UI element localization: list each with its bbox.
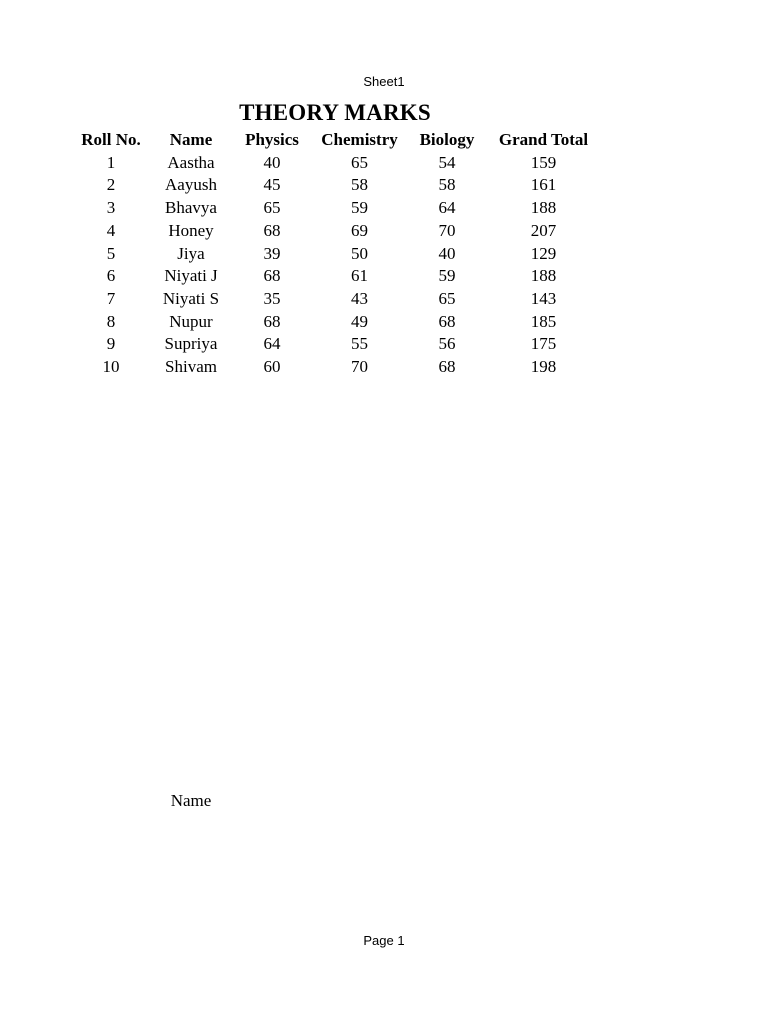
- cell-roll-no: 7: [106, 288, 116, 308]
- cell-biology: 40: [438, 243, 456, 263]
- marks-table: [71, 129, 599, 379]
- cell-grand-total: 198: [530, 357, 557, 377]
- table-row: [71, 174, 599, 197]
- cell-roll-no: 4: [106, 220, 116, 240]
- cell-grand-total: 188: [530, 266, 557, 286]
- cell-roll-no: 3: [106, 198, 116, 218]
- column-header-roll-no: Roll No.: [81, 130, 141, 149]
- cell-physics: 60: [263, 357, 281, 377]
- cell-grand-total: 143: [530, 288, 557, 308]
- cell-name: Aastha: [167, 152, 215, 172]
- page-title: THEORY MARKS: [239, 100, 431, 125]
- cell-chemistry: 61: [351, 266, 368, 286]
- cell-physics: 39: [263, 243, 281, 263]
- cell-roll-no: 5: [106, 243, 116, 263]
- cell-grand-total: 129: [530, 243, 557, 263]
- cell-biology: 56: [438, 334, 456, 354]
- cell-chemistry: 43: [351, 288, 368, 308]
- cell-chemistry: 65: [351, 152, 368, 172]
- cell-grand-total: 188: [530, 198, 557, 218]
- cell-physics: 65: [263, 198, 281, 218]
- cell-name: Honey: [168, 220, 214, 240]
- table-row: [71, 152, 599, 175]
- cell-physics: 35: [263, 288, 281, 308]
- cell-roll-no: 9: [106, 334, 116, 354]
- column-header-biology: Biology: [419, 130, 475, 149]
- cell-grand-total: 175: [530, 334, 557, 354]
- cell-grand-total: 161: [530, 175, 557, 195]
- cell-roll-no: 1: [106, 152, 116, 172]
- page-number: Page 1: [363, 933, 405, 948]
- cell-grand-total: 185: [530, 311, 557, 331]
- cell-chemistry: 55: [351, 334, 368, 354]
- cell-biology: 70: [438, 220, 456, 240]
- cell-roll-no: 2: [106, 175, 116, 195]
- cell-physics: 68: [263, 266, 281, 286]
- cell-biology: 54: [438, 152, 456, 172]
- cell-chemistry: 69: [351, 220, 368, 240]
- table-row: [71, 197, 599, 220]
- cell-physics: 45: [263, 175, 281, 195]
- footer-name-label: Name: [170, 791, 212, 810]
- sheet-header: Sheet1: [363, 74, 405, 89]
- table-row: [71, 333, 599, 356]
- column-header-name: Name: [169, 130, 213, 149]
- cell-name: Bhavya: [165, 198, 217, 218]
- cell-name: Shivam: [165, 357, 217, 377]
- cell-name: Supriya: [164, 334, 218, 354]
- cell-grand-total: 159: [530, 152, 557, 172]
- cell-name: Jiya: [177, 243, 205, 263]
- table-row: [71, 356, 599, 379]
- cell-biology: 58: [438, 175, 456, 195]
- cell-name: Niyati S: [162, 288, 220, 308]
- cell-name: Niyati J: [164, 266, 218, 286]
- cell-biology: 59: [438, 266, 456, 286]
- cell-roll-no: 8: [106, 311, 116, 331]
- cell-name: Aayush: [165, 175, 217, 195]
- column-header-chemistry: Chemistry: [321, 130, 398, 149]
- cell-name: Nupur: [169, 311, 213, 331]
- cell-physics: 40: [263, 152, 281, 172]
- column-header-grand-total: Grand Total: [498, 130, 589, 149]
- cell-biology: 68: [438, 357, 456, 377]
- column-header-physics: Physics: [245, 130, 299, 149]
- table-row: [71, 220, 599, 243]
- cell-physics: 64: [263, 334, 281, 354]
- table-row: [71, 288, 599, 311]
- cell-chemistry: 59: [351, 198, 368, 218]
- table-row: [71, 265, 599, 288]
- cell-biology: 64: [438, 198, 456, 218]
- cell-chemistry: 70: [351, 357, 368, 377]
- table-row: [71, 243, 599, 266]
- table-header-row: [71, 129, 599, 152]
- cell-biology: 68: [438, 311, 456, 331]
- cell-biology: 65: [438, 288, 456, 308]
- cell-physics: 68: [263, 220, 281, 240]
- cell-physics: 68: [263, 311, 281, 331]
- cell-chemistry: 49: [351, 311, 368, 331]
- cell-roll-no: 10: [102, 357, 120, 377]
- cell-roll-no: 6: [106, 266, 116, 286]
- cell-grand-total: 207: [530, 220, 557, 240]
- cell-chemistry: 50: [351, 243, 368, 263]
- cell-chemistry: 58: [351, 175, 368, 195]
- table-row: [71, 311, 599, 334]
